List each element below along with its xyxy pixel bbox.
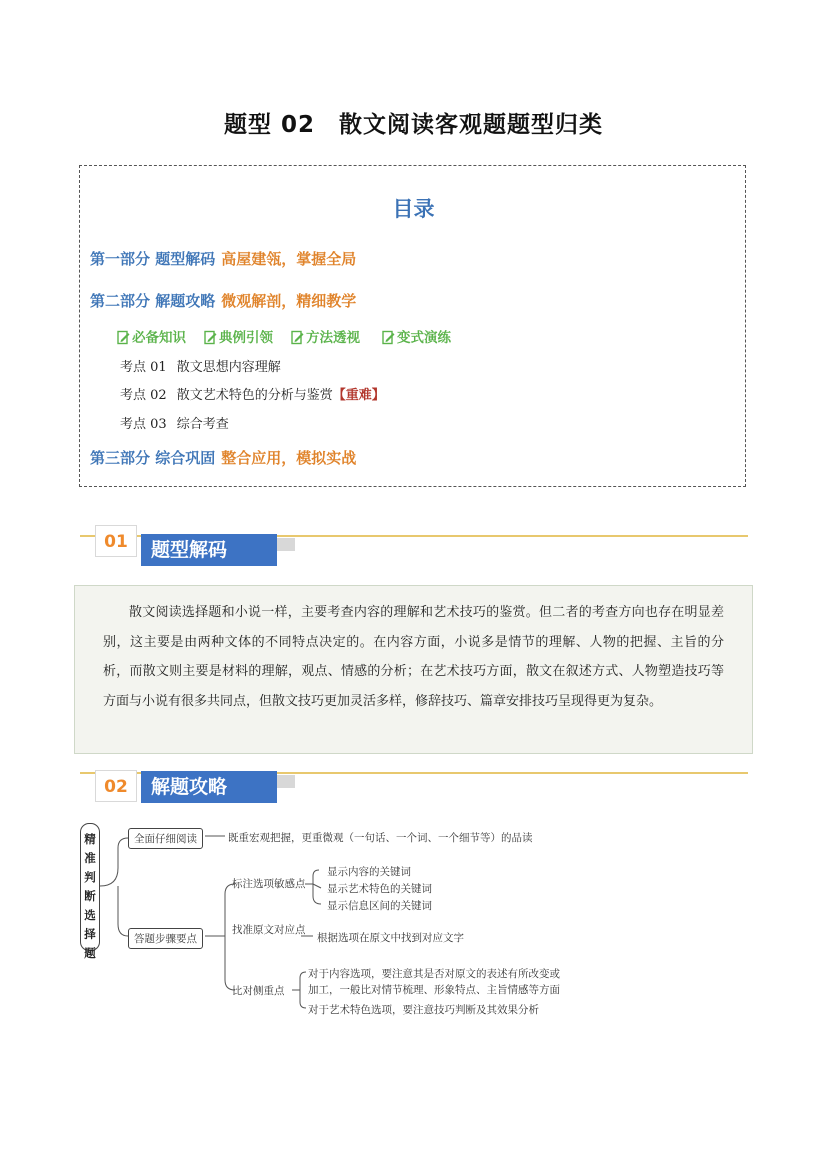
toc-part-subtitle: 整合应用，模拟实战 [221, 449, 357, 467]
mindmap-root: 精准判断选择题 [80, 823, 100, 951]
difficulty-tag: 【重难】 [332, 388, 385, 403]
section-number: 01 [95, 525, 137, 557]
mindmap-step-item: 显示信息区间的关键词 [327, 900, 432, 912]
toc-sub-item[interactable]: 必备知识 [117, 326, 186, 346]
toc-heading: 目录 [392, 197, 435, 221]
mindmap-step-label: 找准原文对应点 [232, 924, 306, 936]
page-title: 题型 02 散文阅读客观题题型归类 [223, 112, 603, 138]
toc-kaodian-2[interactable]: 考点 02 散文艺术特色的分析与鉴赏【重难】 [120, 388, 385, 403]
mindmap-branch-read: 全面仔细阅读 [128, 828, 203, 849]
toc-kaodian-3[interactable]: 考点 03 综合考查 [120, 417, 229, 432]
mindmap-step-label: 比对侧重点 [232, 985, 285, 997]
toc-sub-item[interactable]: 变式演练 [382, 326, 451, 346]
section-number: 02 [95, 770, 137, 802]
toc-kaodian-1[interactable]: 考点 01 散文思想内容理解 [120, 360, 281, 375]
mindmap-step-item: 根据选项在原文中找到对应文字 [317, 932, 464, 944]
mindmap-step-item: 加工，一般比对情节梳理、形象特点、主旨情感等方面 [308, 984, 560, 996]
toc-sub-item[interactable]: 典例引领 [204, 326, 273, 346]
toc-part-subtitle: 高屋建瓴，掌握全局 [221, 250, 357, 268]
toc-part-subtitle: 微观解剖，精细教学 [221, 292, 357, 310]
section-label: 解题攻略 [141, 771, 277, 803]
intro-paragraph: 散文阅读选择题和小说一样，主要考查内容的理解和艺术技巧的鉴赏。但二者的考查方向也存在明显差别，这主要是由两种文体的不同特点决定的。在内容方面，小说多是情节的理解、人物的把握、主旨的分析，而散文则主要是材料的理解，观点、情感的分析；在艺术技巧方面，散文在叙述方式、人物塑造技巧等方面与小说有很多共同点，但散文技巧更加灵活多样，修辞技巧、篇章安排技巧呈现得更为复杂。 [74, 585, 753, 754]
toc-sub-item[interactable]: 方法透视 [291, 326, 360, 346]
mindmap-note: 既重宏观把握，更重微观（一句话、一个词、一个细节等）的品读 [228, 832, 533, 844]
section-label: 题型解码 [141, 534, 277, 566]
mindmap-step-item: 对于内容选项，要注意其是否对原文的表述有所改变或 [308, 968, 560, 980]
mindmap-step-item: 显示内容的关键词 [327, 866, 411, 878]
toc-part-label: 第三部分 综合巩固 [90, 449, 216, 467]
mindmap-step-item: 对于艺术特色选项，要注意技巧判断及其效果分析 [308, 1004, 539, 1016]
mindmap-branch-steps: 答题步骤要点 [128, 928, 203, 949]
toc-part-label: 第二部分 解题攻略 [90, 292, 216, 310]
mindmap-step-label: 标注选项敏感点 [232, 878, 306, 890]
toc-part-label: 第一部分 题型解码 [90, 250, 216, 268]
mindmap-step-item: 显示艺术特色的关键词 [327, 883, 432, 895]
